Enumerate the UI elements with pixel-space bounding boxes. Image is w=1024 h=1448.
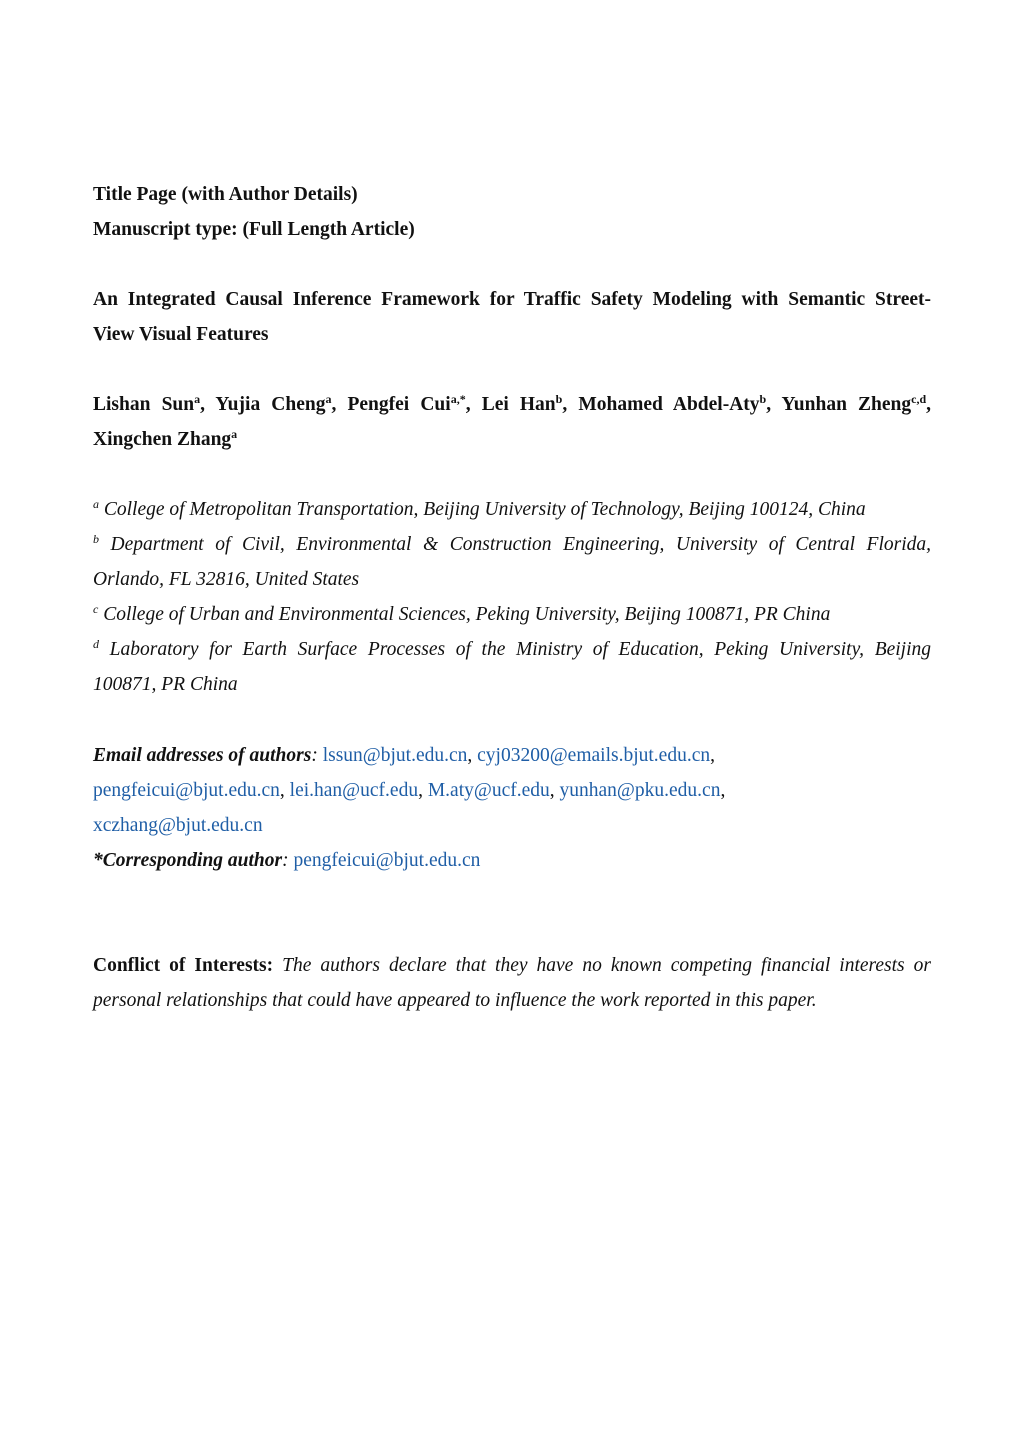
affiliation-c: $^c$ College of Urban and Environmental Sciences, Peking University, Beijing 100871, PR China bbox=[93, 602, 831, 625]
affiliation-a: $^a$ College of Metropolitan Transportation, Beijing University of Technology, Beijing 100124, China bbox=[93, 497, 866, 520]
affiliation-b-line2: Orlando, FL 32816, United States bbox=[93, 569, 360, 590]
email-link[interactable]: yunhan@pku.edu.cn bbox=[559, 780, 721, 801]
email-link[interactable]: cyj03200@emails.bjut.edu.cn bbox=[477, 745, 711, 766]
author-list-line2: Xingchen Zhang$^a$ bbox=[93, 427, 238, 450]
email-link[interactable]: M.aty@ucf.edu bbox=[427, 780, 550, 801]
email-link[interactable]: lssun@bjut.edu.cn bbox=[322, 745, 468, 766]
conflict-of-interests: Conflict of Interests: The authors declare that they have no known competing financial interests or bbox=[93, 955, 931, 976]
email-link[interactable]: pengfeicui@bjut.edu.cn bbox=[93, 780, 280, 801]
affiliation-d-line2: 100871, PR China bbox=[93, 674, 238, 695]
corresponding-email-link[interactable]: pengfeicui@bjut.edu.cn bbox=[293, 850, 481, 871]
corresponding-author: *Corresponding author: pengfeicui@bjut.edu.cn bbox=[93, 850, 481, 871]
paper-title-line2: View Visual Features bbox=[93, 324, 269, 345]
affiliation-b: $^b$ Department of Civil, Environmental & Construction Engineering, University of Central Florida, bbox=[93, 532, 932, 555]
title-page-heading: Title Page (with Author Details) bbox=[93, 184, 358, 205]
emails-line2: pengfeicui@bjut.edu.cn, lei.han@ucf.edu, M.aty@ucf.edu, yunhan@pku.edu.cn, bbox=[93, 780, 726, 801]
author-list: Lishan Sun$^a$, Yujia Cheng$^a$, Pengfei Cui$^{a,*}$, Lei Han$^b$, Mohamed Abdel-Aty$^b$, Yunhan Zheng$^{c,d}$, bbox=[93, 392, 932, 415]
affiliation-d: $^d$ Laboratory for Earth Surface Processes of the Ministry of Education, Peking University, Beijing bbox=[93, 637, 932, 660]
conflict-line2: personal relationships that could have appeared to influence the work reported in this paper. bbox=[93, 990, 817, 1011]
paper-title-line1: An Integrated Causal Inference Framework for Traffic Safety Modeling with Semantic Street- bbox=[93, 289, 931, 310]
emails-line1: Email addresses of authors: lssun@bjut.edu.cn, cyj03200@emails.bjut.edu.cn, bbox=[93, 745, 715, 766]
manuscript-type: Manuscript type: (Full Length Article) bbox=[93, 219, 415, 240]
email-link[interactable]: xczhang@bjut.edu.cn bbox=[93, 815, 263, 836]
emails-line3 bbox=[93, 814, 931, 838]
email-link[interactable]: lei.han@ucf.edu bbox=[289, 780, 419, 801]
